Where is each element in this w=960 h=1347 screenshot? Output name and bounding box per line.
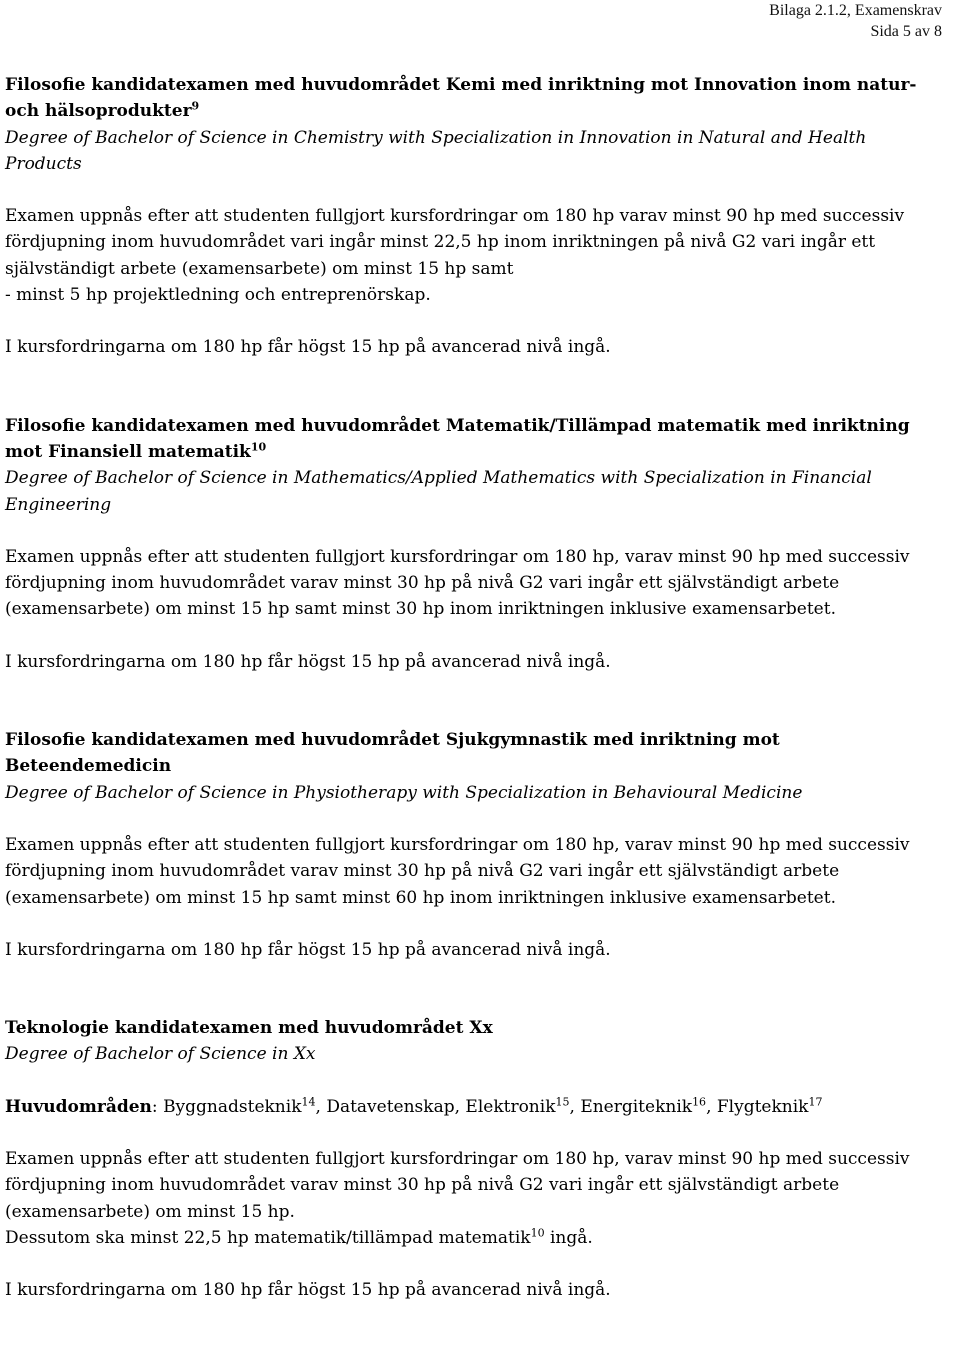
requirements-extra: Dessutom ska minst 22,5 hp matematik/tillämpad matematik$^{10}$ ingå. [5,1226,593,1248]
main-area-item: Flygteknik$^{17}$ [716,1095,823,1117]
english-title: Degree of Bachelor of Science in Mathematics/Applied Mathematics with Specialization in Financial Engineering [5,468,872,515]
footnote-ref: 16 [692,1095,707,1109]
appendix-label: Bilaga 2.1.2, Examenskrav [769,2,942,19]
requirements-extra: - minst 5 hp projektledning och entreprenörskap. [5,285,431,306]
section-heading: Filosofie kandidatexamen med huvudområdet Kemi med inriktning mot Innovation inom natur- och hälsoprodukter$^9$ [5,75,917,122]
section-heading: Filosofie kandidatexamen med huvudområdet Matematik/Tillämpad matematik med inriktning mot Finansiell matematik$^{10}$ [5,415,910,462]
main-area-item: Byggnadsteknik$^{14}$, [163,1095,327,1117]
page-number: Sida 5 av 8 [870,23,942,40]
main-area-item: Energiteknik$^{16}$, [580,1095,717,1117]
footnote-ref: 17 [808,1095,823,1109]
footnote-ref: 9 [191,99,200,113]
page-header [769,0,942,42]
main-areas-line: Huvudområden: Byggnadsteknik$^{14}$, Datavetenskap, Elektronik$^{15}$, Energiteknik$^{16}$, Flygteknik$^{17}$ [5,1095,823,1117]
advanced-level-note: I kursfordringarna om 180 hp får högst 15 hp på avancerad nivå ingå. [5,651,611,672]
advanced-level-note: I kursfordringarna om 180 hp får högst 15 hp på avancerad nivå ingå. [5,939,611,960]
footnote-ref: 15 [555,1095,570,1109]
advanced-level-note: I kursfordringarna om 180 hp får högst 15 hp på avancerad nivå ingå. [5,1280,611,1301]
main-area-item: Elektronik$^{15}$, [465,1095,581,1117]
document-body [5,72,945,1304]
advanced-level-note: I kursfordringarna om 180 hp får högst 15 hp på avancerad nivå ingå. [5,337,611,358]
section-heading: Teknologie kandidatexamen med huvudområdet Xx [5,1018,493,1039]
requirements-text: Examen uppnås efter att studenten fullgjort kursfordringar om 180 hp varav minst 90 hp med successiv fördjupning inom huvudområdet vari ingår minst 22,5 hp inom inriktningen på nivå G2 vari ingår ett självständigt arbete (examensarbete) om minst 15 hp samt [5,206,905,279]
english-title: Degree of Bachelor of Science in Xx [5,1044,316,1065]
footnote-ref: 10 [250,440,267,454]
requirements-text: Examen uppnås efter att studenten fullgjort kursfordringar om 180 hp, varav minst 90 hp med successiv fördjupning inom huvudområdet varav minst 30 hp på nivå G2 vari ingår ett självständigt arbete (examensarbete) om minst 15 hp. [5,1149,910,1222]
degree-section-technology [5,1015,945,1303]
degree-section-chemistry [5,72,945,361]
requirements-text: Examen uppnås efter att studenten fullgjort kursfordringar om 180 hp, varav minst 90 hp med successiv fördjupning inom huvudområdet varav minst 30 hp på nivå G2 vari ingår ett självständigt arbete (examensarbete) om minst 15 hp samt minst 30 hp inom inriktningen inklusive examensarbetet. [5,546,910,620]
requirements-text: Examen uppnås efter att studenten fullgjort kursfordringar om 180 hp, varav minst 90 hp med successiv fördjupning inom huvudområdet varav minst 30 hp på nivå G2 vari ingår ett självständigt arbete (examensarbete) om minst 15 hp samt minst 60 hp inom inriktningen inklusive examensarbetet. [5,834,910,908]
english-title: Degree of Bachelor of Science in Physiotherapy with Specialization in Behavioural Medicine [5,782,803,803]
degree-section-physiotherapy [5,727,945,963]
degree-section-mathematics [5,413,945,675]
footnote-ref: 10 [530,1226,545,1240]
main-area-item: Datavetenskap, [326,1096,466,1117]
english-title: Degree of Bachelor of Science in Chemistry with Specialization in Innovation in Natural and Health Products [5,127,867,174]
main-areas-label: Huvudområden [5,1096,152,1117]
footnote-ref: 14 [301,1095,316,1109]
section-heading: Filosofie kandidatexamen med huvudområdet Sjukgymnastik med inriktning mot Beteendemedicin [5,730,780,777]
